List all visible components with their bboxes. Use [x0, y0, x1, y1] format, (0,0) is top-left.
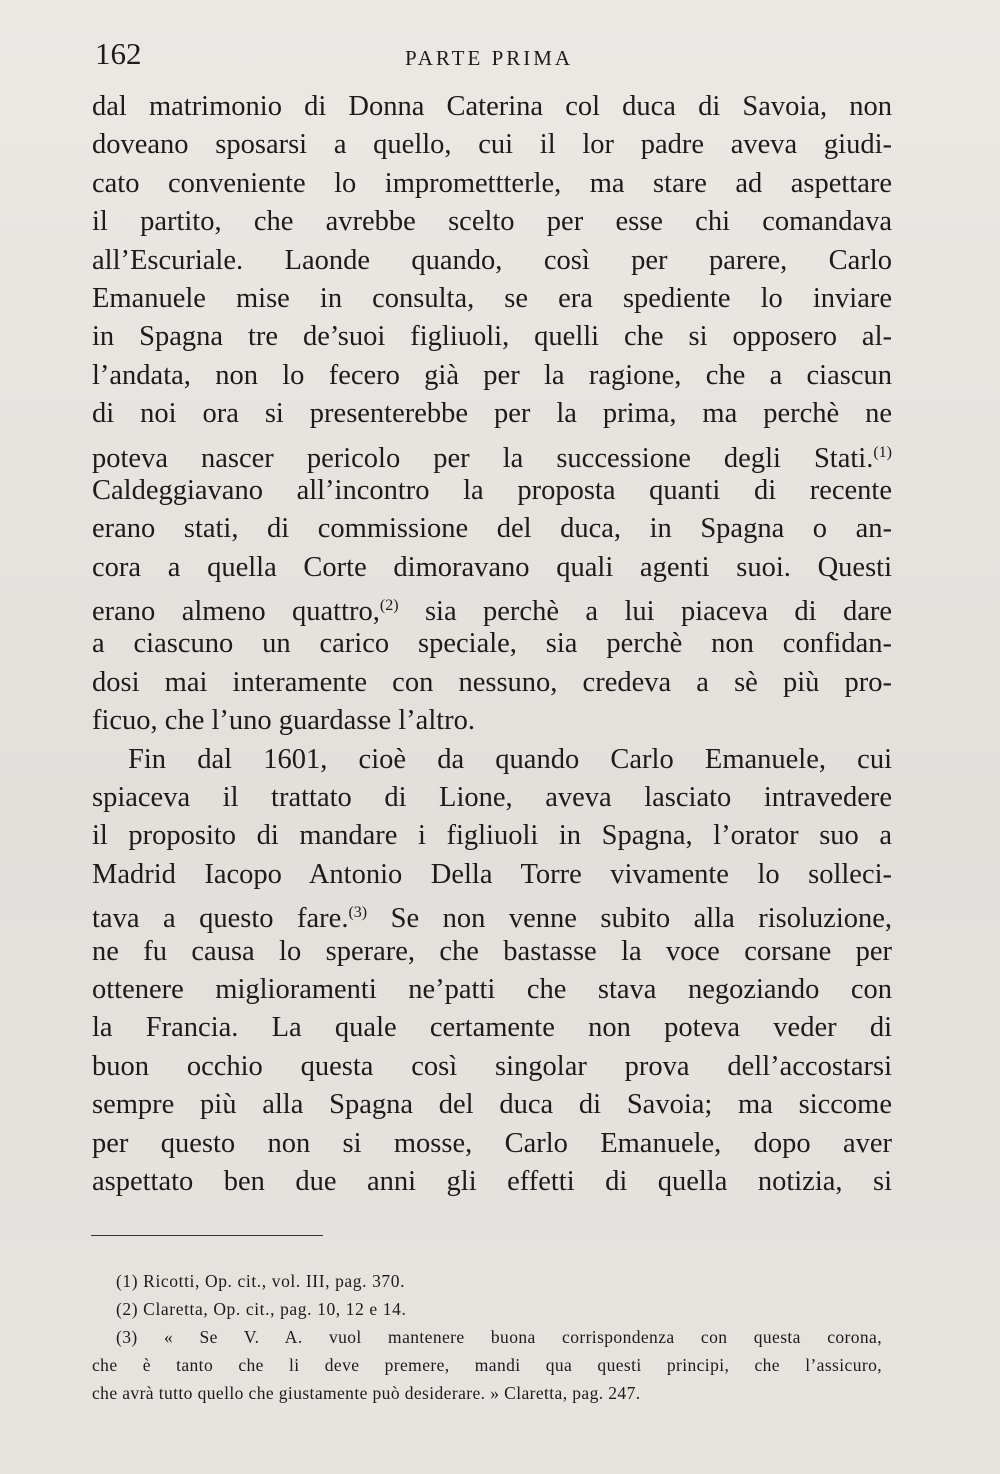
- text-line-with-note: [92, 434, 892, 472]
- text-line: a ciascuno un carico speciale, sia perchè non confidan-: [92, 628, 892, 660]
- footnote-divider: [91, 1235, 323, 1236]
- text-segment: Se non venne subito alla risoluzione,: [390, 903, 893, 935]
- text-line: erano stati, di commissione del duca, in Spagna o an-: [92, 513, 892, 545]
- text-line: il partito, che avrebbe scelto per esse chi comandava: [92, 206, 892, 238]
- text-line: di noi ora si presenterebbe per la prima, ma perchè ne: [92, 398, 892, 430]
- footnote-3-continuation: che è tanto che li deve premere, mandi qua questi principi, che l’assicuro,: [92, 1355, 882, 1375]
- text-line: sempre più alla Spagna del duca di Savoia; ma siccome: [92, 1089, 892, 1121]
- text-line: Caldeggiavano all’incontro la proposta quanti di recente: [92, 474, 892, 506]
- text-line: la Francia. La quale certamente non poteva veder di: [92, 1012, 892, 1044]
- text-line: doveano sposarsi a quello, cui il lor padre aveva giudi-: [92, 129, 892, 161]
- running-title: PARTE PRIMA: [405, 46, 574, 70]
- text-line: ottenere miglioramenti ne’patti che stava negoziando con: [92, 973, 892, 1005]
- text-segment: poteva nascer pericolo per la successione degli Stati.: [92, 442, 874, 474]
- footnote-2: (2) Claretta, Op. cit., pag. 10, 12 e 14.: [116, 1299, 407, 1319]
- paragraph-end-line: ficuo, che l’uno guardasse l’altro.: [92, 705, 476, 737]
- footnote-3: (3) « Se V. A. vuol mantenere buona corrispondenza con questa corona,: [116, 1327, 882, 1347]
- footnote-3-continuation: che avrà tutto quello che giustamente può desiderare. » Claretta, pag. 247.: [92, 1383, 641, 1403]
- footnote-1: (1) Ricotti, Op. cit., vol. III, pag. 370.: [116, 1271, 406, 1291]
- text-segment: tava a questo fare.: [92, 903, 349, 935]
- text-line: cora a quella Corte dimoravano quali agenti suoi. Questi: [92, 551, 892, 583]
- text-line: in Spagna tre de’suoi figliuoli, quelli che si opposero al-: [92, 321, 892, 353]
- text-line-with-note: [92, 894, 893, 935]
- text-line: il proposito di mandare i figliuoli in Spagna, l’orator suo a: [92, 820, 892, 852]
- text-line: all’Escuriale. Laonde quando, così per parere, Carlo: [92, 244, 892, 276]
- text-line: spiaceva il trattato di Lione, aveva lasciato intravedere: [92, 782, 892, 814]
- text-line: Emanuele mise in consulta, se era spediente lo inviare: [92, 282, 892, 314]
- text-line: cato conveniente lo impromettterle, ma stare ad aspettare: [92, 167, 892, 199]
- footnote-ref-2: (2): [379, 597, 399, 615]
- footnote-ref-1: (1): [873, 443, 892, 461]
- text-line-with-note: [92, 587, 893, 628]
- page-header: [95, 34, 885, 74]
- text-segment: erano almeno quattro,: [92, 596, 380, 628]
- text-line: dal matrimonio di Donna Caterina col duca di Savoia, non: [92, 91, 892, 122]
- text-segment: sia perchè a lui piaceva di dare: [424, 596, 893, 628]
- text-line: buon occhio questa così singolar prova dell’accostarsi: [92, 1050, 892, 1082]
- page-number: 162: [95, 36, 142, 71]
- footnotes: [92, 1267, 882, 1407]
- body-text: [92, 88, 892, 1201]
- text-line: per questo non si mosse, Carlo Emanuele, dopo aver: [92, 1127, 892, 1159]
- paragraph-start-line: Fin dal 1601, cioè da quando Carlo Emanuele, cui: [128, 743, 892, 775]
- text-line: ne fu causa lo sperare, che bastasse la voce corsane per: [92, 935, 892, 967]
- text-line: l’andata, non lo fecero già per la ragione, che a ciascun: [92, 359, 892, 391]
- footnote-ref-3: (3): [348, 904, 368, 922]
- text-line: aspettato ben due anni gli effetti di quella notizia, si: [92, 1165, 892, 1197]
- text-line: dosi mai interamente con nessuno, credeva a sè più pro-: [92, 666, 892, 698]
- text-line: Madrid Iacopo Antonio Della Torre vivamente lo solleci-: [92, 858, 892, 890]
